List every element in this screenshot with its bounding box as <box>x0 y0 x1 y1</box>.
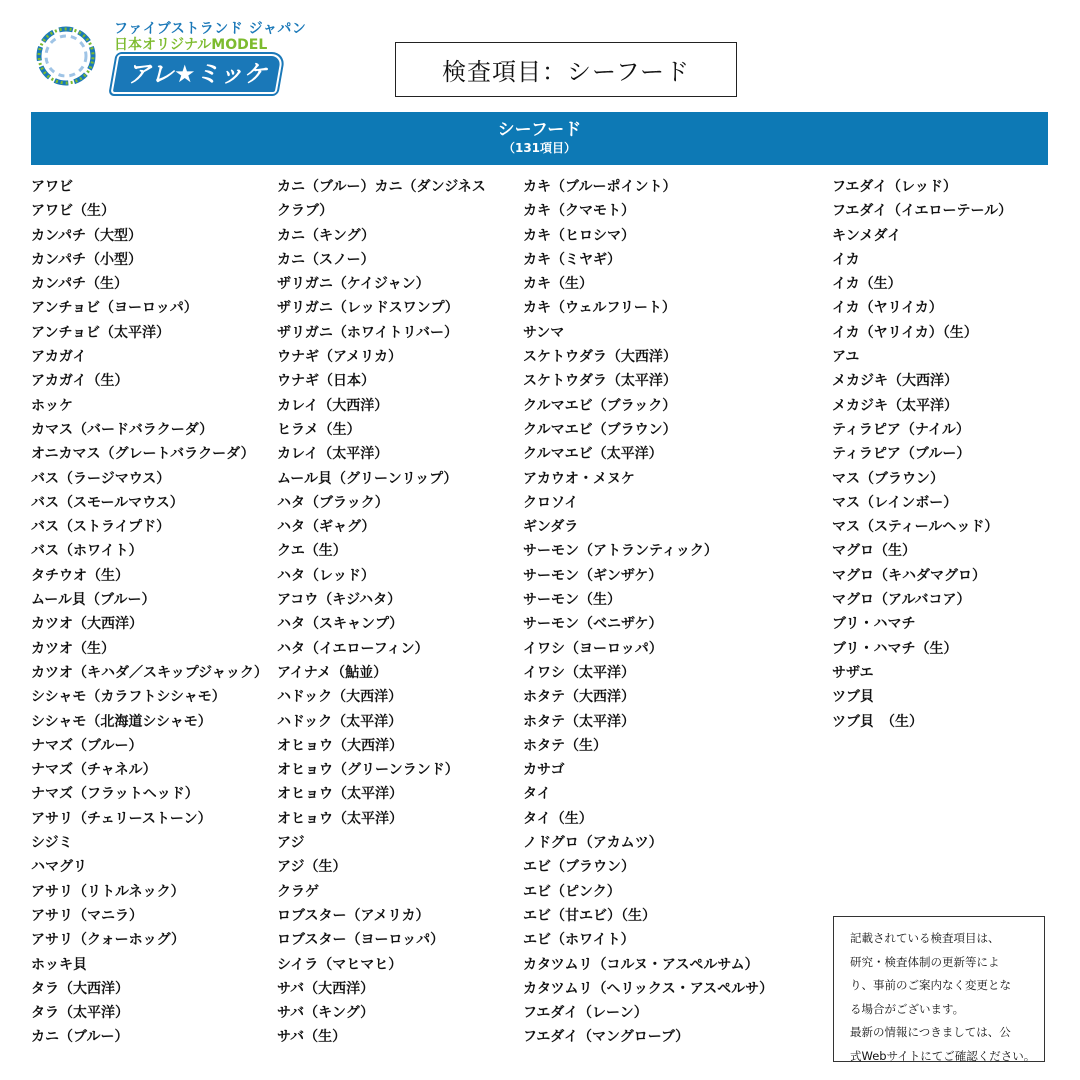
test-item: サーモン（生） <box>523 592 621 609</box>
test-item: バス（ストライプド） <box>31 519 171 536</box>
test-item: ティラピア（ナイル） <box>832 421 970 438</box>
brand-subtitle: 日本オリジナルMODEL <box>114 37 268 53</box>
test-item: カツオ（生） <box>31 640 115 657</box>
note-line: り、事前のご案内なく変更とな <box>850 978 1011 992</box>
test-item: カツオ（大西洋） <box>31 616 143 633</box>
test-item: キンメダイ <box>832 227 902 244</box>
note-line: 記載されている検査項目は、 <box>850 931 1000 945</box>
test-item: マグロ（アルバコア） <box>832 592 971 609</box>
brand-badge-text: アレ★ミッケ <box>126 60 268 88</box>
test-item: ハマグリ <box>31 859 87 876</box>
test-item: クラブ） <box>277 203 334 220</box>
item-column-4 <box>832 178 1012 737</box>
test-item: ハタ（スキャンプ） <box>277 616 404 633</box>
test-item: ホッキ貝 <box>31 956 87 973</box>
test-item: ムール貝（グリーンリップ） <box>277 470 458 487</box>
test-item: バス（スモールマウス） <box>31 494 184 511</box>
test-item: カツオ（キハダ／スキップジャック） <box>31 664 268 681</box>
test-item: オヒョウ（グリーンランド） <box>277 762 459 779</box>
test-item: アサリ（チェリーストーン） <box>31 810 212 827</box>
test-item: カキ（ヒロシマ） <box>523 227 635 244</box>
test-item: イカ（ヤリイカ）（生） <box>832 324 978 341</box>
test-item: ツブ貝 （生） <box>832 713 923 730</box>
test-item: サバ（キング） <box>277 1005 375 1022</box>
item-column-1 <box>31 178 268 1053</box>
test-item: シジミ <box>31 835 73 852</box>
test-item: サザエ <box>832 664 874 681</box>
test-item: ハドック（太平洋） <box>277 713 403 730</box>
item-column-2 <box>277 178 486 1053</box>
test-item: カキ（ブルーポイント） <box>523 179 677 195</box>
test-item: アサリ（クォーホッグ） <box>31 932 185 949</box>
test-item: クルマエビ（太平洋） <box>523 446 663 463</box>
test-item: オヒョウ（太平洋） <box>277 810 403 827</box>
test-item: タチウオ（生） <box>31 567 129 584</box>
test-item: アコウ（キジハタ） <box>277 592 402 609</box>
test-item: フエダイ（レッド） <box>832 179 957 195</box>
test-item: エビ（甘エビ）（生） <box>523 907 656 924</box>
test-item: ヒラメ（生） <box>277 421 361 438</box>
test-item: カタツムリ（ヘリックス・アスペルサ） <box>523 980 774 997</box>
test-item: イカ（生） <box>832 276 902 293</box>
test-item: ブリ・ハマチ（生） <box>832 640 958 657</box>
test-item: イカ <box>832 251 860 268</box>
test-item: カンパチ（小型） <box>31 251 143 268</box>
test-item: ホタテ（太平洋） <box>523 713 635 730</box>
test-item: カサゴ <box>523 762 565 779</box>
test-item: カニ（スノー） <box>277 251 375 268</box>
test-item: マス（スティールヘッド） <box>832 519 999 536</box>
test-item: カレイ（大西洋） <box>277 397 389 414</box>
item-count: （131項目） <box>502 141 577 155</box>
item-column-3 <box>523 178 773 1053</box>
test-item: カキ（クマモト） <box>523 203 635 220</box>
test-item: アカガイ <box>31 349 87 366</box>
test-item: カキ（生） <box>523 276 593 293</box>
test-item: イワシ（太平洋） <box>523 664 635 681</box>
test-item: サーモン（アトランティック） <box>523 543 718 560</box>
test-item: フエダイ（レーン） <box>523 1005 648 1022</box>
test-item: ホッケ <box>31 397 73 414</box>
test-item: アカウオ・メヌケ <box>523 470 635 487</box>
brand-logo <box>30 18 310 96</box>
test-item: アンチョビ（ヨーロッパ） <box>31 300 198 317</box>
brand-name: ファイブストランド ジャパン <box>114 21 307 37</box>
test-item: イワシ（ヨーロッパ） <box>523 640 663 657</box>
test-item: カタツムリ（コルヌ・アスペルサム） <box>523 956 759 973</box>
test-item: マス（ブラウン） <box>832 470 944 487</box>
test-item: ザリガニ（ホワイトリバー） <box>277 324 459 341</box>
test-item: フエダイ（マングローブ） <box>523 1029 690 1046</box>
test-item: ザリガニ（レッドスワンプ） <box>277 300 459 317</box>
test-item: ブリ・ハマチ <box>832 616 916 633</box>
test-item: ザリガニ（ケイジャン） <box>277 276 430 293</box>
page-title: 検査項目：シーフード <box>395 42 737 97</box>
test-item: バス（ホワイト） <box>31 543 143 560</box>
test-item: ウナギ（アメリカ） <box>277 349 403 366</box>
test-item: サバ（大西洋） <box>277 980 375 997</box>
test-item: ハタ（レッド） <box>277 567 375 584</box>
test-item: カンパチ（大型） <box>31 227 143 244</box>
test-item: カレイ（太平洋） <box>277 446 389 463</box>
test-item: クラゲ <box>277 883 319 900</box>
test-item: アンチョビ（太平洋） <box>31 324 171 341</box>
test-item: クルマエビ（ブラック） <box>523 397 677 414</box>
test-item: アワビ <box>31 179 73 195</box>
test-item: ロブスター（ヨーロッパ） <box>277 932 445 949</box>
category-name: シーフード <box>497 120 582 140</box>
test-item: カニ（ブルー） <box>31 1029 129 1046</box>
test-item: スケトウダラ（大西洋） <box>523 349 677 366</box>
test-item: クルマエビ（ブラウン） <box>523 421 677 438</box>
test-item: シシャモ（北海道シシャモ） <box>31 713 212 730</box>
category-banner <box>31 112 1048 165</box>
test-item: ハタ（イエローフィン） <box>277 640 429 657</box>
test-item: タイ <box>523 786 551 803</box>
test-item: マス（レインボー） <box>832 494 958 511</box>
test-item: アワビ（生） <box>31 203 115 220</box>
test-item: ギンダラ <box>523 519 579 536</box>
test-item: ティラピア（ブルー） <box>832 446 971 463</box>
test-item: ハドック（大西洋） <box>277 689 403 706</box>
test-item: サーモン（ギンザケ） <box>523 567 663 584</box>
test-item: アジ（生） <box>277 859 347 876</box>
test-item: マグロ（生） <box>832 543 916 560</box>
disclaimer-note <box>833 916 1045 1062</box>
test-item: エビ（ホワイト） <box>523 932 635 949</box>
test-item: ホタテ（大西洋） <box>523 689 635 706</box>
test-item: バス（ラージマウス） <box>31 470 171 487</box>
test-item: アイナメ（鮎並） <box>277 664 388 681</box>
test-item: シシャモ（カラフトシシャモ） <box>31 689 226 706</box>
test-item: タラ（太平洋） <box>31 1005 129 1022</box>
test-item: アサリ（リトルネック） <box>31 883 185 900</box>
test-item: サーモン（ベニザケ） <box>523 616 663 633</box>
test-item: ウナギ（日本） <box>277 373 375 390</box>
test-item: カマス（バードバラクーダ） <box>31 421 214 438</box>
test-item: フエダイ（イエローテール） <box>832 203 1013 220</box>
test-item: オヒョウ（大西洋） <box>277 737 403 754</box>
test-item: カキ（ウェルフリート） <box>523 300 676 317</box>
test-item: タラ（大西洋） <box>31 980 129 997</box>
test-item: ナマズ（ブルー） <box>31 737 143 754</box>
test-item: アサリ（マニラ） <box>31 907 143 924</box>
note-line: る場合がございます。 <box>850 1001 965 1016</box>
test-item: ナマズ（チャネル） <box>31 762 157 779</box>
test-item: カニ（ブルー）カニ（ダンジネス <box>277 179 486 195</box>
test-item: クロソイ <box>523 494 579 511</box>
test-item: ツブ貝 <box>832 689 874 706</box>
test-item: イカ（ヤリイカ） <box>832 300 943 317</box>
test-item: マグロ（キハダマグロ） <box>832 567 986 584</box>
note-line: 最新の情報につきましては、公 <box>850 1025 1011 1039</box>
test-item: カンパチ（生） <box>31 276 129 293</box>
test-item: メカジキ（太平洋） <box>832 397 958 414</box>
test-item: スケトウダラ（太平洋） <box>523 373 677 390</box>
test-item: クエ（生） <box>277 543 347 560</box>
test-item: ナマズ（フラットヘッド） <box>31 786 199 803</box>
test-item: シイラ（マヒマヒ） <box>277 956 403 973</box>
dna-ring-icon <box>30 20 102 92</box>
test-item: アユ <box>832 349 860 366</box>
test-item: ハタ（ギャグ） <box>277 519 376 536</box>
test-item: ロブスター（アメリカ） <box>277 907 430 924</box>
test-item: カキ（ミヤギ） <box>523 251 621 268</box>
test-item: ノドグロ（アカムツ） <box>523 835 663 852</box>
test-item: メカジキ（大西洋） <box>832 373 958 390</box>
test-item: カニ（キング） <box>277 227 375 244</box>
test-item: サンマ <box>523 324 565 341</box>
note-line: 研究・検査体制の更新等によ <box>850 954 1000 969</box>
test-item: ハタ（ブラック） <box>277 494 389 511</box>
test-item: エビ（ブラウン） <box>523 859 635 876</box>
test-item: タイ（生） <box>523 810 593 827</box>
test-item: エビ（ピンク） <box>523 883 621 900</box>
test-item: オニカマス（グレートバラクーダ） <box>31 446 255 463</box>
test-item: アカガイ（生） <box>31 373 129 390</box>
note-line: 式Webサイトにてご確認ください。 <box>850 1048 1036 1063</box>
test-item: アジ <box>277 835 305 852</box>
test-item: ムール貝（ブルー） <box>31 592 156 609</box>
test-item: ホタテ（生） <box>523 737 607 754</box>
test-item: サバ（生） <box>277 1029 347 1046</box>
test-item: オヒョウ（太平洋） <box>277 786 403 803</box>
brand-badge <box>110 54 283 94</box>
